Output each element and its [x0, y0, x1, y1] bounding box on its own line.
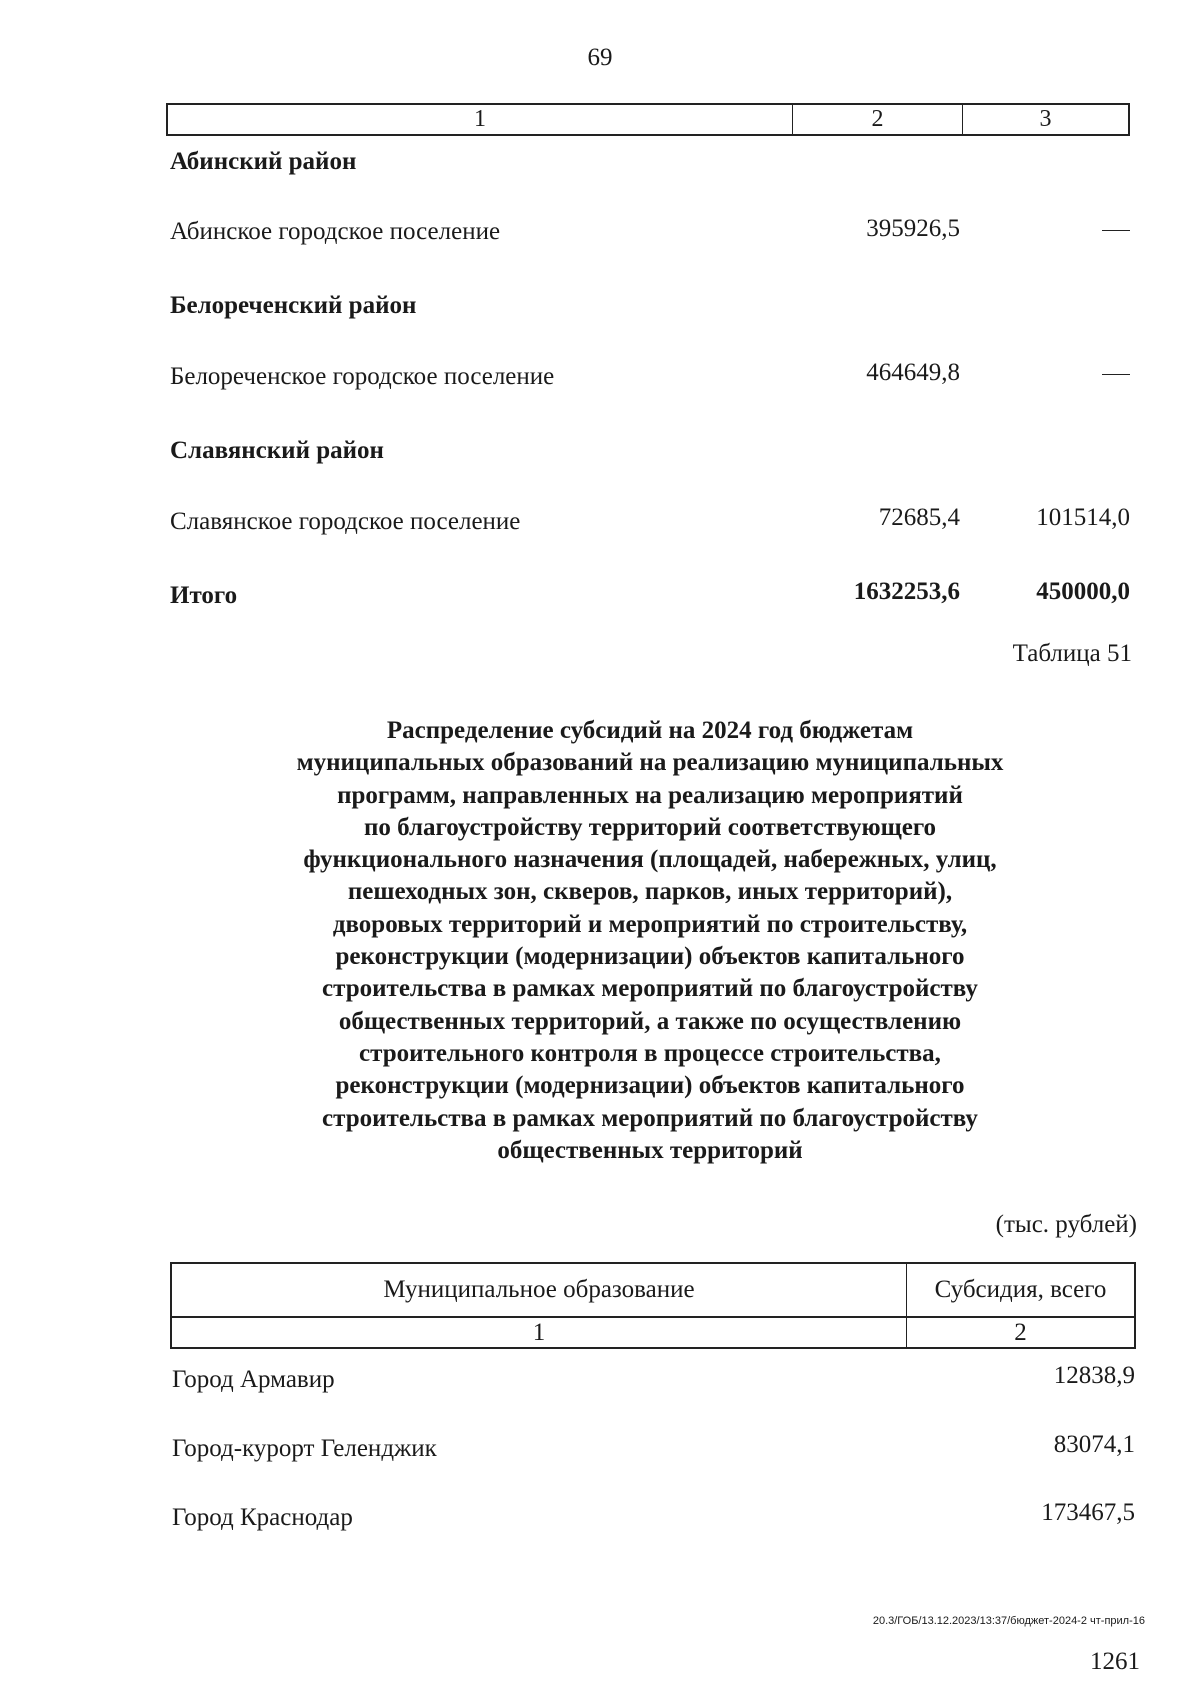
table2-row-value: 12838,9	[1053, 1362, 1135, 1389]
table1-header-col1: 1	[168, 105, 793, 134]
table1-value-col2: 395926,5	[866, 215, 960, 242]
table1-row-district-abinsk: Абинский район	[170, 148, 357, 175]
table1-total-label: Итого	[170, 582, 238, 609]
title-line: функционального назначения (площадей, набережных, улиц,	[303, 846, 997, 874]
title-line: строительства в рамках мероприятий по благоустройству	[322, 1104, 978, 1132]
table2-row-value: 83074,1	[1053, 1431, 1135, 1458]
table2-colnum-1: 1	[172, 1318, 907, 1347]
table1-header-row	[166, 103, 1130, 136]
table2-header-row	[170, 1262, 1136, 1318]
table2-colnum-2: 2	[1014, 1318, 1027, 1346]
dash-mark	[1102, 230, 1130, 232]
table1-row-district-belorechensk: Белореченский район	[170, 292, 417, 319]
table-label: Таблица 51	[1012, 640, 1132, 667]
dash-mark	[1102, 374, 1130, 376]
title-line: строительства в рамках мероприятий по благоустройству	[322, 975, 978, 1003]
units-label: (тыс. рублей)	[995, 1211, 1137, 1238]
table1-row-settlement-slavyansk: Славянское городское поселение	[170, 508, 521, 535]
table1-value-col2: 464649,8	[866, 359, 960, 386]
table1-header-col3: 3	[1039, 106, 1052, 132]
table1-total-col3: 450000,0	[1036, 578, 1130, 605]
sheet-number: 1261	[1090, 1648, 1140, 1675]
table2-header-col2: Субсидия, всего	[934, 1276, 1107, 1303]
table1-total-col2: 1632253,6	[853, 578, 960, 605]
table1-row-settlement-belorechensk: Белореченское городское поселение	[170, 363, 555, 390]
table2-row-name: Город Краснодар	[172, 1504, 353, 1531]
title-line: общественных территорий	[497, 1136, 803, 1164]
title-line: реконструкции (модернизации) объектов капитального	[335, 1072, 965, 1100]
table2-header-col1: Муниципальное образование	[172, 1264, 907, 1316]
title-line: строительного контроля в процессе строительства,	[359, 1039, 941, 1067]
table1-row-settlement-abinsk: Абинское городское поселение	[170, 218, 501, 245]
title-line: Распределение субсидий на 2024 год бюджетам	[386, 717, 914, 744]
table1-value-col2: 72685,4	[878, 504, 960, 531]
table1-value-col3-dash	[980, 215, 1130, 243]
table1-value-col3: 101514,0	[1036, 504, 1130, 531]
table1-header-col2: 2	[793, 105, 963, 134]
table1-row-district-slavyansk: Славянский район	[170, 437, 384, 464]
title-line: пешеходных зон, скверов, парков, иных территорий),	[347, 878, 953, 906]
page-number: 69	[587, 44, 613, 71]
title-line: по благоустройству территорий соответствующего	[363, 813, 937, 841]
title-line: дворовых территорий и мероприятий по строительству,	[332, 910, 968, 938]
title-line: программ, направленных на реализацию мероприятий	[337, 781, 963, 809]
title-line: муниципальных образований на реализацию муниципальных	[296, 749, 1004, 777]
title-line: реконструкции (модернизации) объектов капитального	[335, 943, 965, 971]
title-line: общественных территорий, а также по осуществлению	[338, 1007, 962, 1035]
table1-value-col3-dash	[980, 359, 1130, 387]
footer-document-code: 20.3/ГОБ/13.12.2023/13:37/бюджет-2024-2 чт-прил-16	[872, 1615, 1145, 1627]
table2-row-value: 173467,5	[1041, 1499, 1135, 1526]
table2-colnum-row	[170, 1316, 1136, 1349]
table-title	[170, 715, 1130, 1167]
table2-row-name: Город Армавир	[172, 1366, 335, 1393]
table2-row-name: Город-курорт Геленджик	[172, 1435, 437, 1462]
